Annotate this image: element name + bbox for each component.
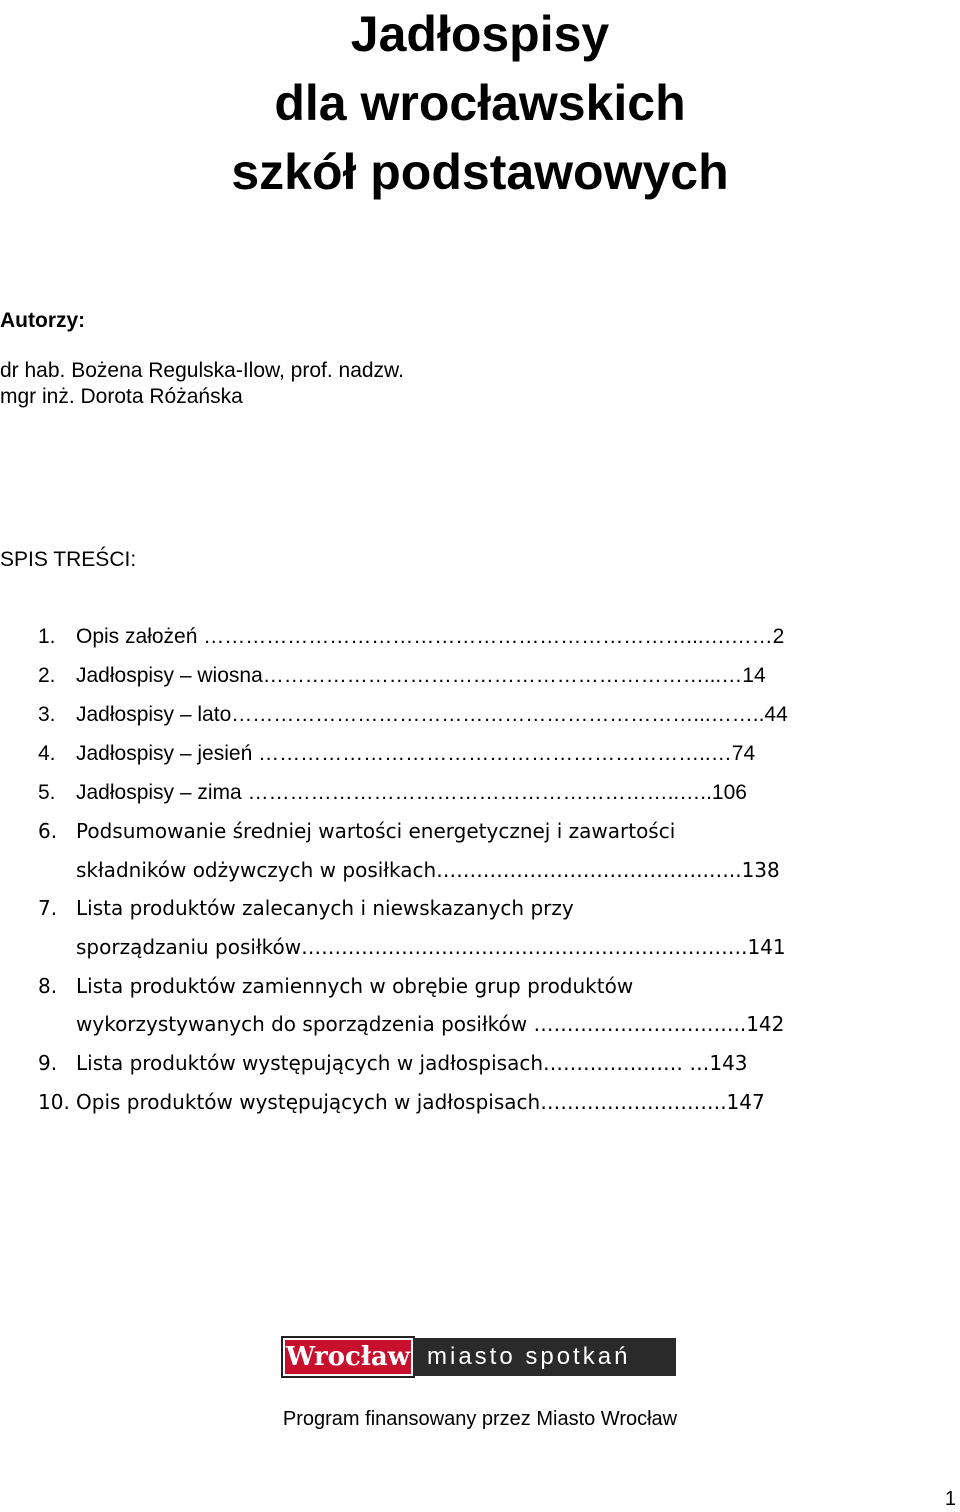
toc-item-label[interactable]: Jadłospisy – jesień ………………………………………………………..…74 xyxy=(76,742,756,765)
toc-item-label[interactable]: Lista produktów zamiennych w obrębie grup produktów xyxy=(76,974,634,998)
toc-item-number: 1. xyxy=(38,625,56,648)
toc-item-number: 4. xyxy=(38,742,56,765)
title-line-2: dla wrocławskich xyxy=(274,75,686,131)
toc-item-label-continued[interactable]: wykorzystywanych do sporządzenia posiłków …………………………..142 xyxy=(76,1012,785,1036)
toc-item-label[interactable]: Lista produktów występujących w jadłospisach………………… …143 xyxy=(76,1051,748,1075)
toc-item-number: 7. xyxy=(38,896,58,920)
funding-note: Program finansowany przez Miasto Wrocław xyxy=(282,1408,678,1430)
toc-item-number: 6. xyxy=(38,819,58,843)
logo-red-block: Wrocław xyxy=(283,1338,413,1376)
toc-item-number: 10. xyxy=(38,1090,70,1114)
toc-item-number: 9. xyxy=(38,1051,58,1075)
toc-item-label[interactable]: Jadłospisy – wiosna………………………………………………………...…14 xyxy=(76,664,766,687)
toc-item-label[interactable]: Opis produktów występujących w jadłospisach……………………….147 xyxy=(76,1090,765,1114)
document-title xyxy=(0,0,960,207)
toc-item-label[interactable]: Jadłospisy – lato…………………………………………………………...……..44 xyxy=(76,703,788,726)
toc-item-number: 2. xyxy=(38,664,56,687)
toc-item-number: 5. xyxy=(38,781,56,804)
title-line-1: Jadłospisy xyxy=(350,6,610,62)
title-line-3: szkół podstawowych xyxy=(231,144,729,200)
author-name: mgr inż. Dorota Różańska xyxy=(0,385,243,408)
toc-item-number: 3. xyxy=(38,703,56,726)
logo-slogan: miasto spotkań xyxy=(413,1338,676,1376)
toc-item-label-continued[interactable]: sporządzaniu posiłków………………………………………………………….141 xyxy=(76,935,786,959)
toc-item-label[interactable]: Podsumowanie średniej wartości energetycznej i zawartości xyxy=(76,819,676,843)
authors-heading: Autorzy: xyxy=(0,309,86,332)
toc-item-label[interactable]: Lista produktów zalecanych i niewskazanych przy xyxy=(76,896,574,920)
wroclaw-logo xyxy=(283,1338,676,1376)
toc-item-label[interactable]: Opis założeń ……………………………………………………………...….……2 xyxy=(76,625,785,648)
toc-heading: SPIS TREŚCI: xyxy=(0,548,137,571)
page-number: 1 xyxy=(944,1488,956,1510)
toc-item-number: 8. xyxy=(38,974,58,998)
author-name: dr hab. Bożena Regulska-Ilow, prof. nadzw. xyxy=(0,359,404,382)
toc-item-label[interactable]: Jadłospisy – zima ……………………………………………………..…..106 xyxy=(76,781,747,804)
toc-item-label-continued[interactable]: składników odżywczych w posiłkach…………………………………..…..138 xyxy=(76,858,780,882)
